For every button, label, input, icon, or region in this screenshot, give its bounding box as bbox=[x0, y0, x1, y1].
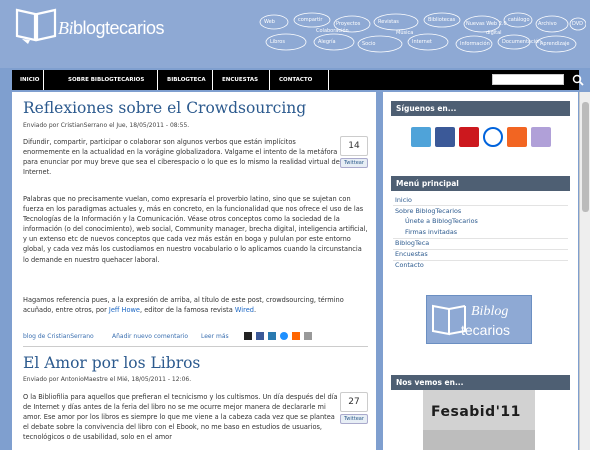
post-paragraph-2a: O la Bibliofilia para aquellos que prefieran el tecnicismo y los cultismos. Un día después del día de Internet y días antes de la feria del libro no se me ocurre mejor manera de declararle mi amor. Ese amor por los libros es siempre lo que me viene a la cabeza cada vez que se plantea el debate sobre la convivencia del libro con el Ebook, no me baso en estudios de usuarios, tecnológicos o de usabilidad, solo en el amor bbox=[23, 393, 338, 442]
email-share-icon[interactable] bbox=[268, 332, 276, 340]
tag-cloud-word: Socio bbox=[362, 41, 376, 47]
tag-cloud-word: compartir bbox=[298, 17, 323, 23]
main-menu bbox=[393, 196, 568, 276]
site-header bbox=[0, 0, 590, 68]
scrollbar-thumb[interactable] bbox=[582, 102, 589, 212]
tag-cloud-word: Colaboración bbox=[316, 28, 349, 34]
menu-divider bbox=[393, 205, 568, 206]
tag-cloud-word: Información bbox=[460, 41, 490, 47]
page-scrollbar[interactable] bbox=[579, 92, 590, 450]
post-meta-2: Enviado por AntonioMaestre el Mié, 18/05/2011 - 12:06. bbox=[23, 376, 192, 383]
nav-item-sobre[interactable]: SOBRE BIBLOGTECARIOS bbox=[60, 70, 158, 90]
biblogtecarios-banner[interactable] bbox=[426, 295, 532, 344]
post-meta-1: Enviado por CristianSerrano el Jue, 18/05/2011 - 08:55. bbox=[23, 122, 190, 129]
link-jeff-howe[interactable]: Jeff Howe bbox=[108, 306, 140, 315]
digg-share-icon[interactable] bbox=[292, 332, 300, 340]
site-logo[interactable] bbox=[14, 4, 204, 48]
nav-item-contacto[interactable]: CONTACTO bbox=[271, 70, 329, 90]
menu-item-firmas[interactable]: Firmas invitadas bbox=[405, 228, 458, 236]
site-name-rest: blogtecarios bbox=[73, 18, 165, 38]
tag-cloud-word: Aprendizaje bbox=[540, 41, 570, 47]
post-separator bbox=[23, 346, 368, 347]
fesabid-image-bottom bbox=[423, 430, 535, 450]
tag-cloud bbox=[256, 10, 586, 56]
twitter-icon[interactable] bbox=[411, 127, 431, 147]
menu-divider bbox=[393, 238, 568, 239]
post-text-part: Hagamos referencia pues, a la expresión de arriba, al título de este post, crowdsourcing, término acuñado, entre otros, por bbox=[23, 296, 344, 315]
tweet-widget-1[interactable] bbox=[340, 136, 368, 168]
menu-item-encuestas[interactable]: Encuestas bbox=[395, 250, 428, 258]
print-icon[interactable] bbox=[304, 332, 312, 340]
share-icons-1 bbox=[244, 332, 334, 342]
menu-widget-title: Menú principal bbox=[391, 176, 570, 191]
add-comment-link-1[interactable]: Añadir nuevo comentario bbox=[112, 333, 189, 340]
tweet-count-2: 27 bbox=[340, 392, 368, 412]
banner-text-italic: Biblog bbox=[471, 304, 509, 319]
tag-cloud-word: Archivo bbox=[538, 21, 557, 27]
tweet-count-1: 14 bbox=[340, 136, 368, 156]
banner-text-rest: tecarios bbox=[461, 322, 511, 338]
tag-cloud-word: Revistas bbox=[378, 19, 399, 25]
tag-cloud-word: catálogo bbox=[508, 17, 530, 23]
tag-cloud-word: Alegría bbox=[318, 39, 336, 45]
nav-item-biblogteca[interactable]: BIBLOGTECA bbox=[159, 70, 213, 90]
menu-item-biblogteca[interactable]: BiblogTeca bbox=[395, 239, 430, 247]
follow-widget-title: Síguenos en... bbox=[391, 101, 570, 116]
facebook-icon[interactable] bbox=[435, 127, 455, 147]
link-wired[interactable]: Wired bbox=[234, 306, 254, 315]
menu-item-contacto[interactable]: Contacto bbox=[395, 261, 424, 269]
rss-icon[interactable] bbox=[507, 127, 527, 147]
facebook-share-icon[interactable] bbox=[256, 332, 264, 340]
tag-cloud-word: DVD bbox=[572, 21, 584, 27]
tag-cloud-word: digital bbox=[486, 30, 502, 36]
open-book-icon bbox=[14, 6, 58, 44]
tag-cloud-word: Libros bbox=[270, 39, 285, 45]
follow-icons bbox=[411, 127, 561, 147]
youtube-icon[interactable] bbox=[459, 127, 479, 147]
read-more-link-1[interactable]: Leer más bbox=[201, 333, 229, 340]
menu-item-inicio[interactable]: Inicio bbox=[395, 196, 412, 204]
main-nav bbox=[12, 70, 579, 90]
post-text-part: , editor de la famosa revista bbox=[140, 306, 233, 315]
tag-cloud-word: Bibliotecas bbox=[428, 17, 456, 23]
tweet-button-1[interactable]: Twittear bbox=[340, 158, 368, 168]
nav-item-encuestas[interactable]: ENCUESTAS bbox=[214, 70, 270, 90]
post-paragraph-1c bbox=[23, 295, 368, 315]
tag-cloud-word: Internet bbox=[412, 39, 432, 45]
fesabid-text: Fesabid'11 bbox=[431, 404, 521, 420]
nav-item-inicio[interactable]: INICIO bbox=[12, 70, 44, 90]
search-input[interactable] bbox=[492, 74, 564, 85]
site-name bbox=[58, 18, 164, 39]
post-paragraph-1a: Difundir, compartir, participar o colaborar son algunos verbos que están implícitos enormemente en la actualidad en la vorágine globalizadora. Valgame el intento de la metáfora para enunciar por muy breve que sea el ciberespacio o lo que es lo mismo la realidad virtual de Internet. bbox=[23, 138, 340, 177]
search-icon[interactable] bbox=[571, 73, 585, 87]
menu-item-sobre[interactable]: Sobre BiblogTecarios bbox=[395, 207, 462, 215]
post-text-part: . bbox=[253, 306, 257, 315]
blog-link-1[interactable]: blog de CristianSerrano bbox=[23, 333, 94, 340]
menu-divider bbox=[393, 249, 568, 250]
tag-cloud-word: Documentación bbox=[502, 39, 542, 45]
delicious-icon[interactable] bbox=[244, 332, 252, 340]
fesabid-image[interactable] bbox=[423, 390, 535, 450]
menu-divider bbox=[393, 260, 568, 261]
netvibes-icon[interactable] bbox=[531, 127, 551, 147]
post-title-2[interactable]: El Amor por los Libros bbox=[23, 354, 201, 372]
tag-cloud-word: Música bbox=[396, 30, 414, 36]
menu-item-unete[interactable]: Únete a BiblogTecarios bbox=[405, 217, 478, 225]
main-content bbox=[12, 92, 376, 450]
tweet-button-2[interactable]: Twittear bbox=[340, 414, 368, 424]
sidebar bbox=[383, 92, 578, 450]
site-name-italic: Bi bbox=[58, 18, 73, 38]
post-paragraph-1b: Palabras que no precisamente vuelan, como expresaría el proverbio latino, sino que se sujetan con fuerza en los paradigmas actuales y, más en concreto, en la funcionalidad que nos ofrece el uso de las Tecnologías de la Información y la Comunicación. Véase otros conceptos como la sociedad de la información (o del conocimiento), web social, Community manager, brecha digital, inteligencia artificial, y un extenso etc de nuevos conceptos que cada vez más están en boga y pululan por este entorno global, y cada vez más los custodiamos en nuestro vocabulario o lo aplicamos cuando la circunstancia lo demande en nuestro quehacer laboral. bbox=[23, 195, 368, 264]
tweet-widget-2[interactable] bbox=[340, 392, 368, 424]
flickr-icon[interactable] bbox=[483, 127, 503, 147]
twitter-share-icon[interactable] bbox=[280, 332, 288, 340]
tag-cloud-word: Nuevas Web 2.0 bbox=[466, 21, 507, 27]
post-title-1[interactable]: Reflexiones sobre el Crowdsourcing bbox=[23, 99, 307, 117]
events-widget-title: Nos vemos en... bbox=[391, 375, 570, 390]
tag-cloud-word: Web bbox=[264, 19, 275, 25]
tag-cloud-word: Proyectos bbox=[336, 21, 361, 27]
